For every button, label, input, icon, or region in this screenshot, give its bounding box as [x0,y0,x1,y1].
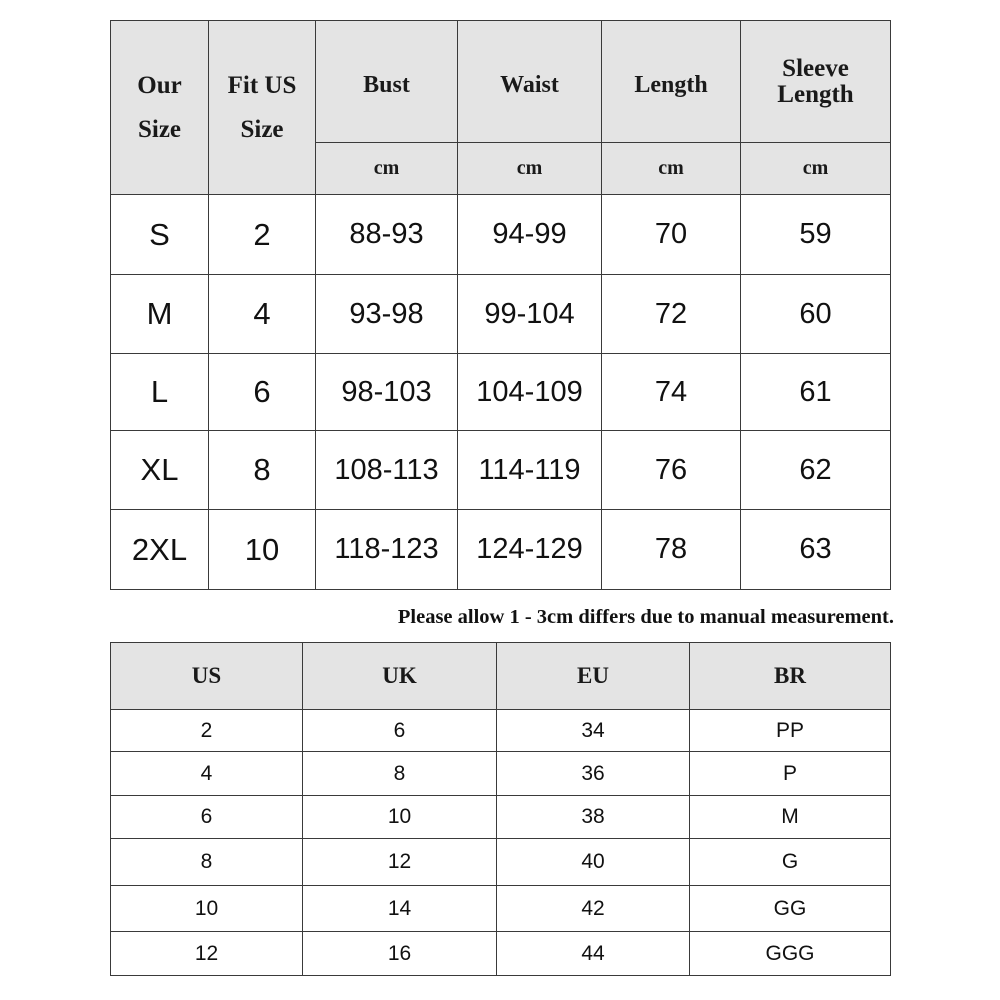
cell-eu: 34 [497,710,690,752]
cell-sleeve: 63 [741,510,891,590]
cell-fit-us: 8 [209,431,316,510]
cell-our-size: XL [111,431,209,510]
cell-eu: 38 [497,796,690,839]
table-row [111,932,891,976]
table-row [111,275,891,354]
cell-us: 10 [111,886,303,932]
table-row [111,752,891,796]
measurement-note: Please allow 1 - 3cm differs due to manual measurement. [397,606,894,628]
header-uk: UK [303,643,497,710]
header-our-size: Our Size [111,21,209,195]
cell-our-size: L [111,354,209,431]
cell-eu: 40 [497,839,690,886]
header-us: US [111,643,303,710]
cell-eu: 44 [497,932,690,976]
header-br: BR [690,643,891,710]
cell-waist: 114-119 [458,431,602,510]
cell-us: 8 [111,839,303,886]
table-row [111,886,891,932]
table-row [111,710,891,752]
cell-bust: 98-103 [316,354,458,431]
cell-fit-us: 2 [209,195,316,275]
cell-fit-us: 10 [209,510,316,590]
cell-length: 72 [602,275,741,354]
table-row [111,510,891,590]
cell-our-size: 2XL [111,510,209,590]
table-row [111,354,891,431]
cell-length: 74 [602,354,741,431]
cell-br: M [690,796,891,839]
cell-sleeve: 61 [741,354,891,431]
header-bust: Bust [316,21,458,143]
cell-sleeve: 62 [741,431,891,510]
cell-our-size: M [111,275,209,354]
cell-br: G [690,839,891,886]
table-row [111,195,891,275]
cell-length: 76 [602,431,741,510]
cell-our-size: S [111,195,209,275]
table-row [111,796,891,839]
cell-bust: 118-123 [316,510,458,590]
cell-eu: 36 [497,752,690,796]
cell-uk: 14 [303,886,497,932]
cell-fit-us: 4 [209,275,316,354]
cell-us: 2 [111,710,303,752]
cell-sleeve: 60 [741,275,891,354]
cell-us: 4 [111,752,303,796]
cell-us: 12 [111,932,303,976]
unit-sleeve-length: cm [741,143,891,195]
unit-waist: cm [458,143,602,195]
cell-bust: 88-93 [316,195,458,275]
cell-br: GG [690,886,891,932]
size-conversion-table [110,642,891,976]
cell-uk: 10 [303,796,497,839]
cell-fit-us: 6 [209,354,316,431]
cell-waist: 124-129 [458,510,602,590]
cell-us: 6 [111,796,303,839]
table-row [111,839,891,886]
header-eu: EU [497,643,690,710]
cell-bust: 108-113 [316,431,458,510]
size-chart-table [110,20,891,590]
unit-bust: cm [316,143,458,195]
unit-length: cm [602,143,741,195]
cell-uk: 16 [303,932,497,976]
header-fit-us-size: Fit US Size [209,21,316,195]
cell-length: 70 [602,195,741,275]
cell-waist: 94-99 [458,195,602,275]
cell-uk: 6 [303,710,497,752]
cell-uk: 8 [303,752,497,796]
cell-bust: 93-98 [316,275,458,354]
cell-br: PP [690,710,891,752]
cell-length: 78 [602,510,741,590]
header-waist: Waist [458,21,602,143]
cell-uk: 12 [303,839,497,886]
cell-waist: 104-109 [458,354,602,431]
cell-br: P [690,752,891,796]
header-length: Length [602,21,741,143]
table-row [111,431,891,510]
cell-waist: 99-104 [458,275,602,354]
cell-sleeve: 59 [741,195,891,275]
cell-br: GGG [690,932,891,976]
header-sleeve-length: Sleeve Length [741,21,891,143]
cell-eu: 42 [497,886,690,932]
